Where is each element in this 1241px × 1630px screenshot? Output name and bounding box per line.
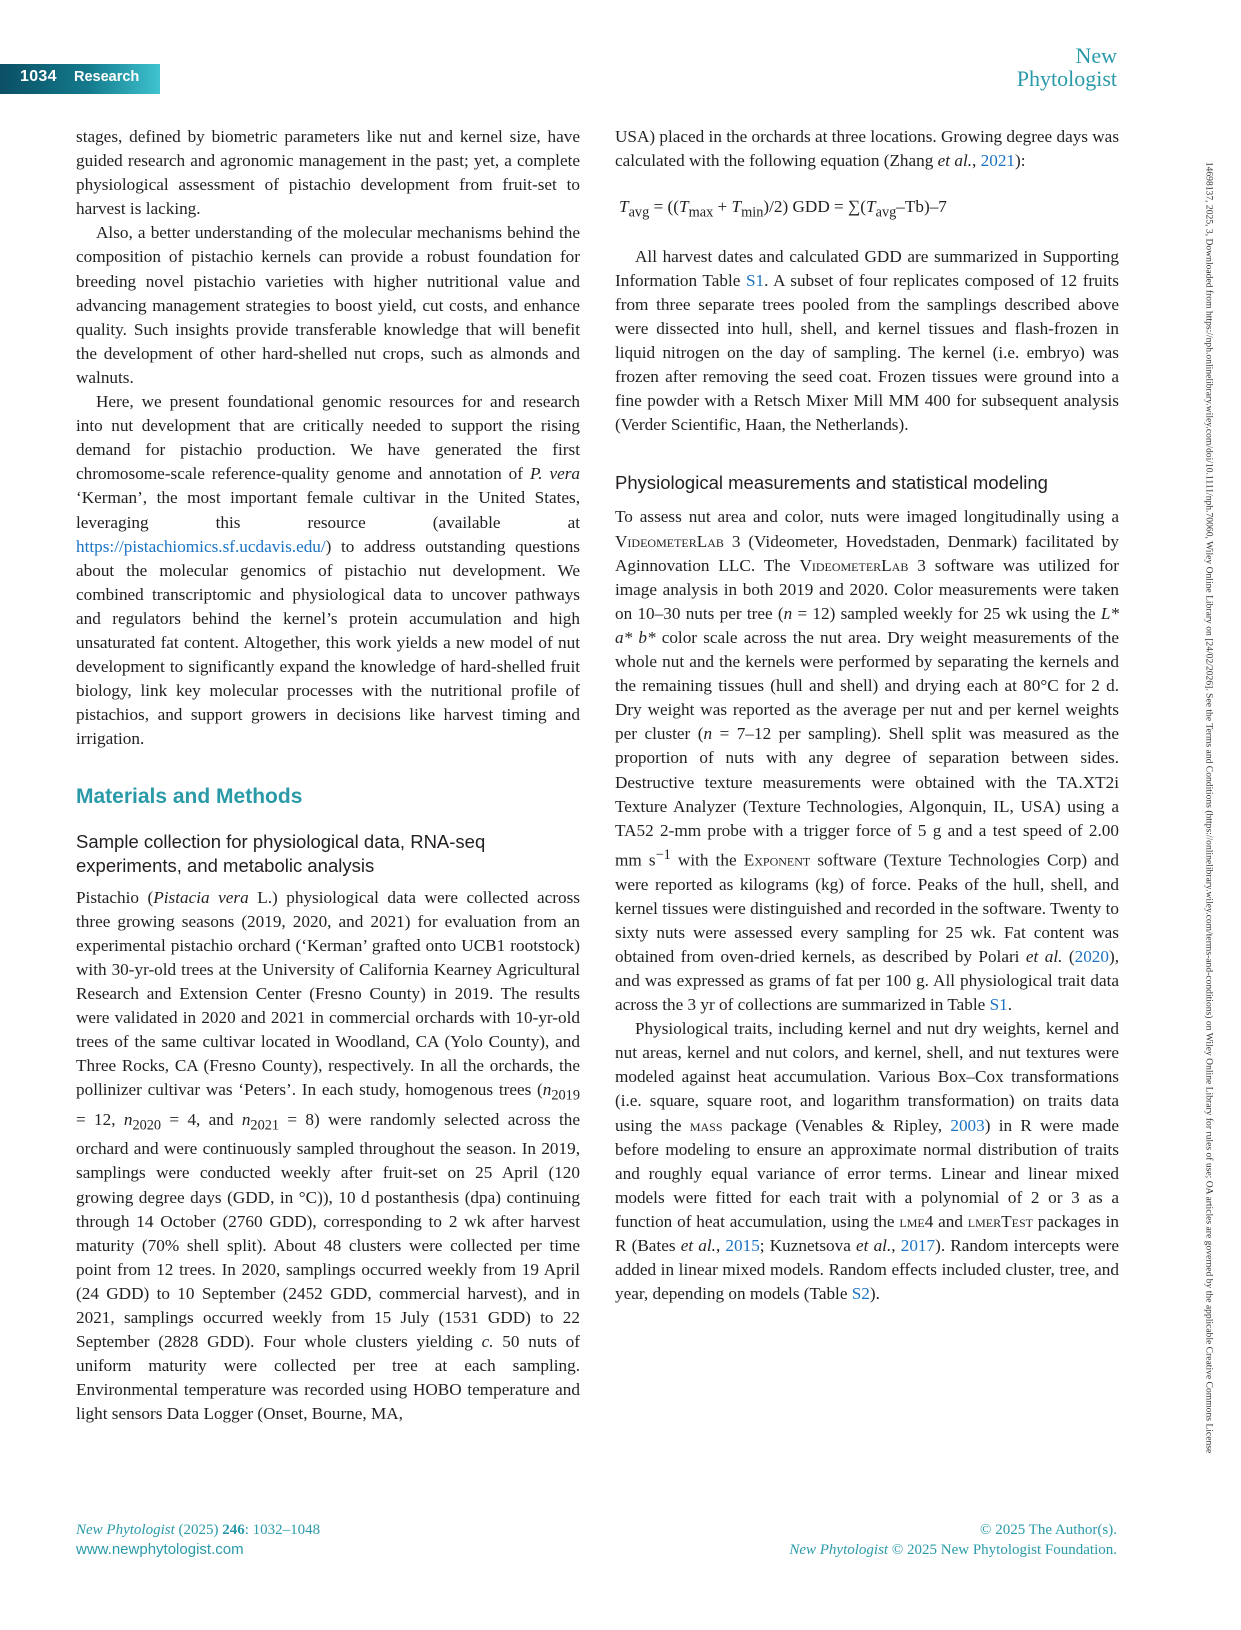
footer-copyright bbox=[789, 1520, 1117, 1560]
copyright-line-2: New Phytologist © 2025 New Phytologist Foundation. bbox=[789, 1542, 1117, 1558]
pistachiomics-link[interactable]: https://pistachiomics.sf.ucdavis.edu/ bbox=[76, 536, 326, 556]
footer-journal-line: New Phytologist (2025) 246: 1032–1048 bbox=[76, 1522, 321, 1538]
section-heading-materials-methods: Materials and Methods bbox=[76, 785, 303, 809]
citation-link[interactable]: 2015 bbox=[725, 1236, 760, 1256]
paragraph: All harvest dates and calculated GDD are summarized in Supporting Information Table S1. A subset of four replicates composed of 12 fruits from three separate trees pooled from the samplings described above were dissected into hull, shell, and kernel tissues and flash-frozen in liquid nitrogen on the day of sampling. The kernel (i.e. embryo) was frozen after removing the seed coat. Frozen tissues were ground into a fine powder with a Retsch Mixer Mill MM 400 for subsequent analysis (Verder Scientific, Haan, the Netherlands). bbox=[615, 246, 1119, 435]
paragraph: To assess nut area and color, nuts were imaged longitudinally using a VideometerLab 3 (Videometer, Hovedstaden, Denmark) facilitated by Aginnovation LLC. The VideometerLab 3 software was utilized for image analysis in both 2019 and 2020. Color measurements were taken on 10–30 nuts per tree (n = 12) sampled weekly for 25 wk using the L* a* b* color scale across the nut area. Dry weight measurements of the whole nut and the kernels were performed by separating the kernels and the remaining tissues (hull and shell) and drying each at 80°C for 2 d. Dry weight was reported as the average per nut and per kernel weights per cluster (n = 7–12 per sampling). Shell split was measured as the proportion of nuts with any degree of separation between sides. Destructive texture measurements were obtained with the TA.XT2i Texture Analyzer (Texture Technologies, Algonquin, IL, USA) using a TA52 2-mm probe with a trigger force of 5 g and a test speed of 2.00 mm $s^{-1}$ with the Exponent software (Texture Technologies Corp) and were reported as kilograms (kg) of force. Peaks of the hull, shell, and kernel tissues were distinguished and recorded in the software. Twenty to sixty nuts were assessed every sampling for 25 wk. Fat content was obtained from oven-dried kernels, as described by Polari et al. (2020), and was expressed as grams of fat per 100 g. All physiological trait data across the 3 yr of collections are summarized in Table S1. bbox=[615, 507, 1120, 1015]
paragraph: USA) placed in the orchards at three locations. Growing degree days was calculated with the following equation (Zhang et al., 2021): bbox=[615, 127, 1120, 171]
paragraph: Here, we present foundational genomic resources for and research into nut development that are critically needed to support the rising demand for pistachio production. We have generated the first chromosome-scale reference-quality genome and annotation of P. vera ‘Kerman’, the most important female cultivar in the United States, leveraging this resource (available at https://pistachiomics.sf.ucdavis.edu/) to address outstanding questions about the molecular genomics of pistachio nut development. We combined transcriptomic and physiological data to uncover pathways and regulators behind the kernel’s protein accumulation and high unsaturated fat content. Altogether, this work yields a new model of nut development to significantly expand the knowledge of hard-shelled fruit biology, link key molecular processes with the nutritional profile of pistachios, and support growers in decisions like harvest timing and irrigation. bbox=[76, 392, 580, 749]
table-s1-link[interactable]: S1 bbox=[746, 270, 765, 290]
gdd-equation: $T_{avg} = ((T_{max} + T_{min})/2)$ GDD = $\sum(T_{avg}-Tb)-7$ bbox=[619, 197, 947, 221]
download-sidebar bbox=[1199, 30, 1219, 1600]
footer-citation bbox=[76, 1520, 320, 1560]
left-column bbox=[76, 125, 580, 1426]
footer-url[interactable]: www.newphytologist.com bbox=[76, 1541, 244, 1558]
copyright-line-1: © 2025 The Author(s). bbox=[980, 1522, 1117, 1538]
right-column bbox=[615, 125, 1119, 1306]
journal-logo bbox=[1017, 44, 1117, 90]
section-label: Research bbox=[74, 69, 140, 85]
subsection-heading-physiological: Physiological measurements and statistical modeling bbox=[615, 472, 1048, 494]
paragraph: Also, a better understanding of the molecular mechanisms behind the composition of pistachio kernels can provide a robust foundation for breeding novel pistachio varieties with higher nutritional value and advancing management strategies to boost yield, cut costs, and enhance quality. Such insights provide transferable knowledge that will benefit the development of other hard-shelled nut crops, such as almonds and walnuts. bbox=[76, 223, 580, 387]
citation-link[interactable]: 2020 bbox=[1074, 946, 1109, 966]
paragraph: Physiological traits, including kernel and nut dry weights, kernel and nut areas, kernel and nut colors, and kernel, shell, and nut textures were modeled against heat accumulation. Various Box–Cox transformations (i.e. square, square root, and logarithm transformation) on traits data using the mass package (Venables & Ripley, 2003) in R were made before modeling to ensure an approximate normal distribution of traits and roughly equal variance of error terms. Linear and linear mixed models were fitted for each trait with a polynomial of 2 or 3 as a function of heat accumulation, using the lme4 and lmerTest packages in R (Bates et al., 2015; Kuznetsova et al., 2017). Random intercepts were added in linear mixed models. Random effects included cluster, tree, and year, depending on models (Table S2). bbox=[615, 1019, 1120, 1304]
page-number: 1034 bbox=[20, 68, 57, 85]
table-s1-link[interactable]: S1 bbox=[989, 995, 1008, 1015]
page-header-tab bbox=[0, 64, 160, 94]
logo-line-2: Phytologist bbox=[1016, 66, 1117, 91]
paragraph: stages, defined by biometric parameters like nut and kernel size, have guided research and agronomic management in the past; yet, a complete physiological assessment of pistachio development from fruit-set to harvest is lacking. bbox=[76, 127, 580, 219]
citation-link[interactable]: 2021 bbox=[980, 151, 1015, 171]
table-s2-link[interactable]: S2 bbox=[851, 1284, 870, 1304]
paragraph: Pistachio (Pistacia vera L.) physiological data were collected across three growing seasons (2019, 2020, and 2021) for evaluation from an experimental pistachio orchard (‘Kerman’ grafted onto UCB1 rootstock) with 30-yr-old trees at the University of California Kearney Agricultural Research and Extension Center (Fresno County) in 2019. The results were validated in 2020 and 2021 in commercial orchards with 10-yr-old trees of the same cultivar located in Woodland, CA (Yolo County), and Three Rocks, CA (Fresno County), respectively. In all the orchards, the pollinizer cultivar was ‘Peters’. In each study, homogenous trees ($n_{2019} = 12$, $n_{2020} = 4$, and $n_{2021} = 8$) were randomly selected across the orchard and were continuously sampled throughout the season. In 2019, samplings were conducted weekly after fruit-set on 25 April (120 growing degree days (GDD, in °C)), 10 d postanthesis (dpa) continuing through 14 October (2760 GDD), corresponding to 2 wk after harvest maturity (70% shell split). About 48 clusters were collected per time point from 12 trees. In 2020, samplings occurred weekly from 19 April (24 GDD) to 10 September (2452 GDD, commercial harvest), and in 2021, samplings occurred weekly from 15 July (1531 GDD) to 22 September (2828 GDD). Four whole clusters yielding c. 50 nuts of uniform maturity were collected per tree at each sampling. Environmental temperature was recorded using HOBO temperature and light sensors Data Logger (Onset, Bourne, MA, bbox=[76, 887, 580, 1424]
citation-link[interactable]: 2003 bbox=[950, 1115, 985, 1135]
logo-line-1: New bbox=[1075, 43, 1117, 68]
citation-link[interactable]: 2017 bbox=[900, 1236, 936, 1256]
download-note: 14698137, 2025, 3, Downloaded from https://nph.onlinelibrary.wiley.com/doi/10.1111/nph.70060, Wiley Online Library on [24/02/2026]. See the Terms and Conditions (https://onlinelibrary.wiley.com/terms-and-conditions) on Wiley Online Library for rules of use; OA articles are governed by the applicable Creative Commons License bbox=[1203, 161, 1215, 1454]
subsection-heading-sample-collection: Sample collection for physiological data, RNA-seq experiments, and metabolic analysis bbox=[76, 830, 486, 876]
